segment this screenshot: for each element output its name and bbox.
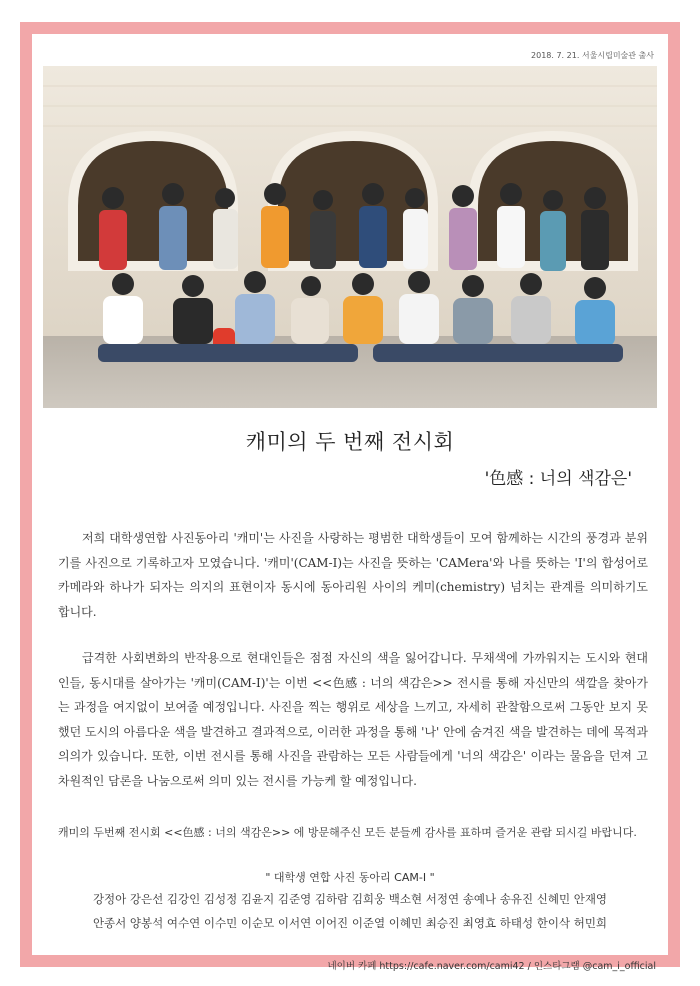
- contact-footer: 네이버 카페 https://cafe.naver.com/cami42 / 인스타그램 @cam_i_official: [327, 961, 656, 972]
- member-list-line-2: 안종서 양봉석 여수연 이수민 이순모 이서연 이어진 이준열 이혜민 최승진 최영효 하태성 한이삭 허민희: [92, 916, 608, 930]
- exhibition-title: 캐미의 두 번째 전시회: [245, 430, 455, 454]
- member-list-line-1: 강정아 강은선 김강인 김성정 김윤지 김준영 김하람 김희웅 백소현 서정연 송예나 송유진 신혜민 안재영: [92, 892, 608, 906]
- exhibition-subtitle: '色感 : 너의 색감은': [484, 469, 632, 489]
- date-location: 2018. 7. 21. 서울시립미술관 출사: [531, 51, 654, 60]
- club-name: " 대학생 연합 사진 동아리 CAM-I ": [265, 871, 435, 884]
- thanks-message: 캐미의 두번째 전시회 <<色感 : 너의 색감은>> 에 방문해주신 모든 분들께 감사를 표하며 즐거운 관람 되시길 바랍니다.: [58, 826, 637, 839]
- page-frame: [20, 22, 680, 972]
- concept-paragraph: 급격한 사회변화의 반작용으로 현대인들은 점점 자신의 색을 잃어갑니다. 무채색에 가까워지는 도시와 현대인들, 동시대를 살아가는 '캐미(CAM-I)'는 이번 <<色感 : 너의 색감은>> 전시를 통해 자신만의 색깔을 찾아가는 과정을 여지없이 보여줄 예정입니다. 사진을 찍는 행위로 세상을 느끼고, 자세히 관찰함으로써 그동안 보지 못했던 도시의 아름다운 색을 발견하고 결과적으로, 이러한 과정을 통해 '나' 안에 숨겨진 색을 발견하는 데에 목적과 의의가 있습니다. 또한, 이번 전시를 통해 사진을 관람하는 모든 사람들에게 '너의 색감은' 이라는 물음을 던져 고차원적인 담론을 나눔으로써 의미 있는 전시를 가능케 할 예정입니다.: [58, 651, 648, 788]
- intro-paragraph: 저희 대학생연합 사진동아리 '캐미'는 사진을 사랑하는 평범한 대학생들이 모여 함께하는 시간의 풍경과 분위기를 사진으로 기록하고자 모였습니다. '캐미'(CAM-I)는 사진을 뜻하는 'CAMera'와 나를 뜻하는 'I'의 합성어로 카메라와 하나가 되자는 의지의 표현이자 동시에 동아리원 사이의 케미(chemistry) 넘치는 관계를 의미하기도 합니다.: [58, 531, 648, 619]
- group-photo: [43, 66, 657, 408]
